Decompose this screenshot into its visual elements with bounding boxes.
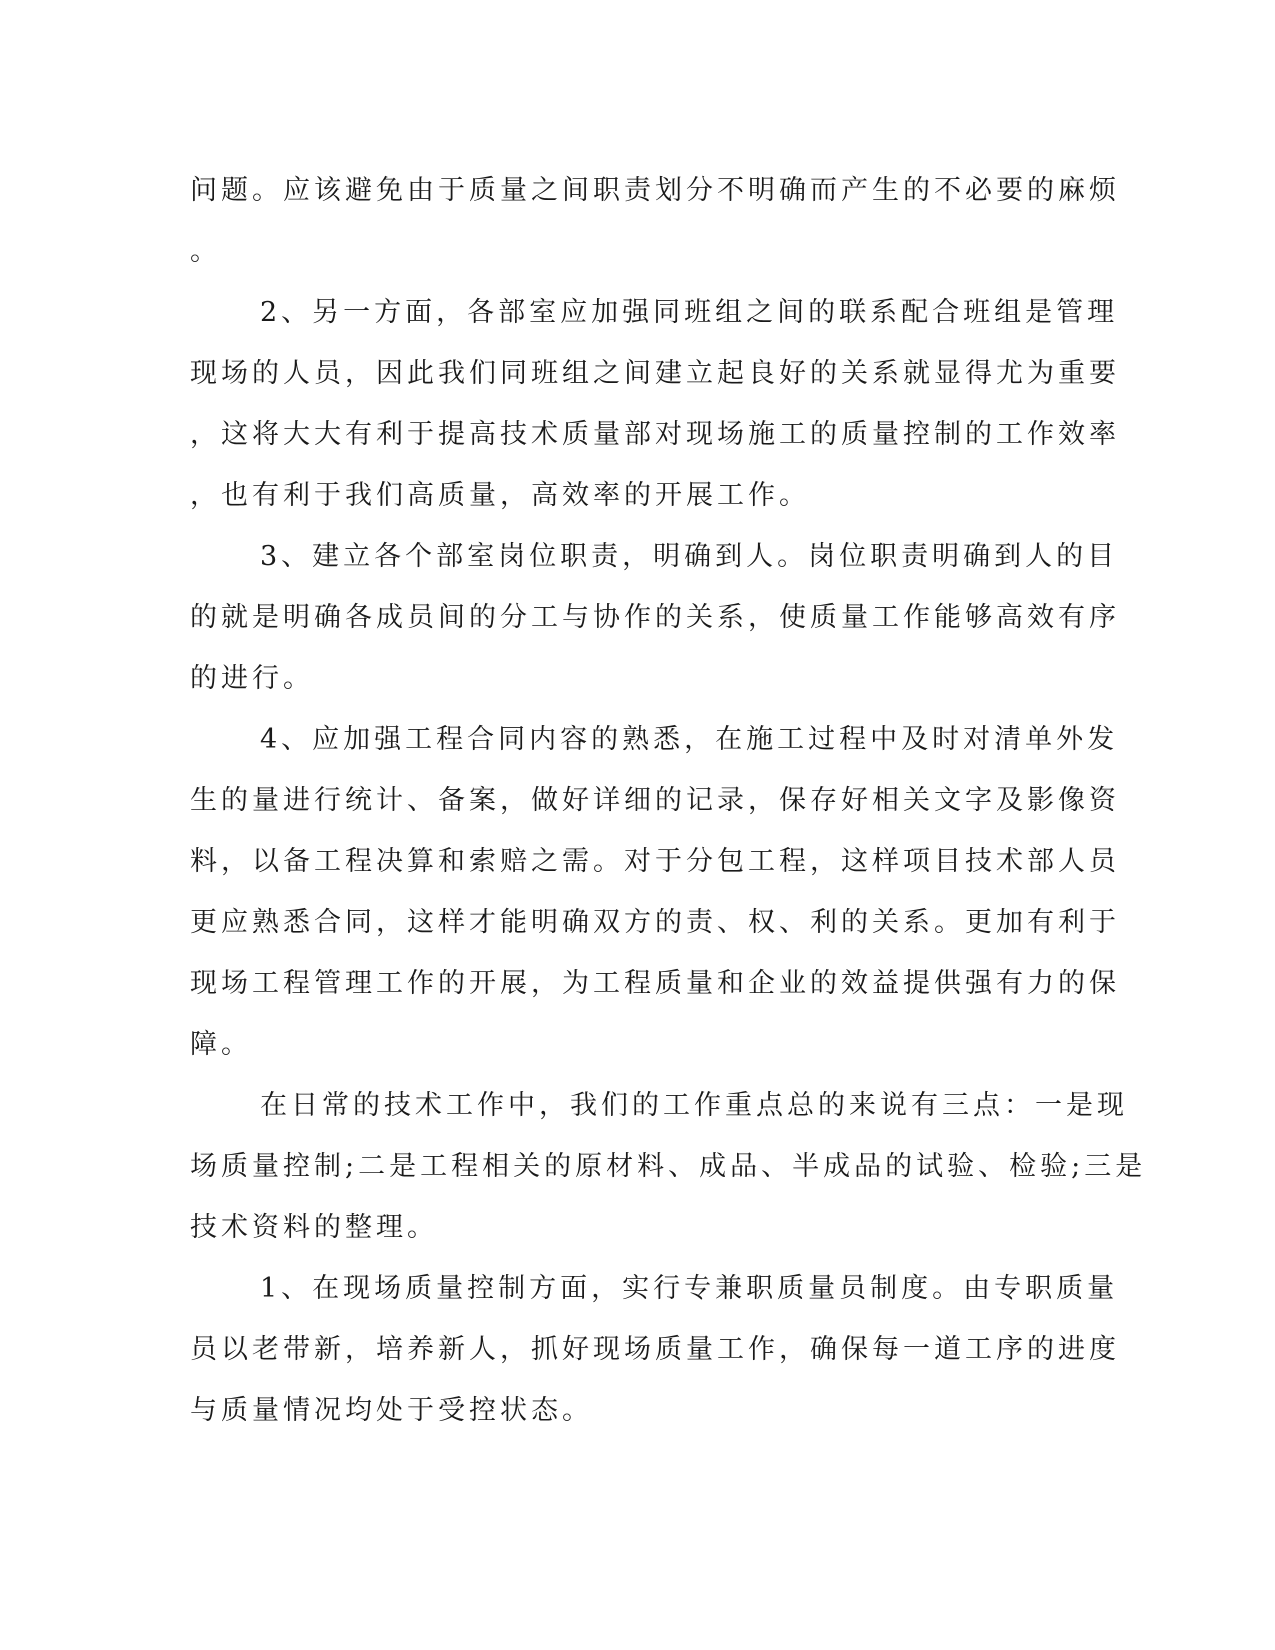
paragraph bbox=[190, 526, 1120, 709]
paragraph bbox=[190, 1258, 1120, 1441]
text-line: 更应熟悉合同，这样才能明确双方的责、权、利的关系。更加有利于 bbox=[190, 907, 1120, 938]
text-line: ，这将大大有利于提高技术质量部对现场施工的质量控制的工作效率 bbox=[190, 419, 1120, 450]
text-line: 。 bbox=[190, 236, 221, 267]
text-line: 员以老带新，培养新人，抓好现场质量工作，确保每一道工序的进度 bbox=[190, 1334, 1120, 1365]
text-line: ，也有利于我们高质量，高效率的开展工作。 bbox=[190, 480, 810, 511]
text-line: 的进行。 bbox=[190, 663, 314, 694]
paragraph bbox=[190, 1075, 1147, 1258]
text-line: 现场的人员，因此我们同班组之间建立起良好的关系就显得尤为重要 bbox=[190, 358, 1120, 389]
text-line: 现场工程管理工作的开展，为工程质量和企业的效益提供强有力的保 bbox=[190, 968, 1120, 999]
text-line: 与质量情况均处于受控状态。 bbox=[190, 1395, 593, 1426]
text-line: 在日常的技术工作中，我们的工作重点总的来说有三点：一是现 bbox=[260, 1090, 1128, 1121]
text-line: 1、在现场质量控制方面，实行专兼职质量员制度。由专职质量 bbox=[260, 1273, 1119, 1304]
document-body bbox=[190, 160, 1147, 1441]
text-line: 料，以备工程决算和索赔之需。对于分包工程，这样项目技术部人员 bbox=[190, 846, 1120, 877]
paragraph bbox=[190, 709, 1120, 1075]
text-line: 障。 bbox=[190, 1029, 252, 1060]
text-line: 3、建立各个部室岗位职责，明确到人。岗位职责明确到人的目 bbox=[260, 541, 1119, 572]
paragraph bbox=[190, 282, 1120, 526]
text-line: 技术资料的整理。 bbox=[190, 1212, 438, 1243]
text-line: 问题。应该避免由于质量之间职责划分不明确而产生的不必要的麻烦 bbox=[190, 175, 1120, 206]
text-line: 生的量进行统计、备案，做好详细的记录，保存好相关文字及影像资 bbox=[190, 785, 1120, 816]
text-line: 4、应加强工程合同内容的熟悉，在施工过程中及时对清单外发 bbox=[260, 724, 1119, 755]
text-line: 2、另一方面，各部室应加强同班组之间的联系配合班组是管理 bbox=[260, 297, 1119, 328]
text-line: 的就是明确各成员间的分工与协作的关系，使质量工作能够高效有序 bbox=[190, 602, 1120, 633]
text-line: 场质量控制;二是工程相关的原材料、成品、半成品的试验、检验;三是 bbox=[190, 1151, 1147, 1182]
paragraph bbox=[190, 160, 1120, 282]
